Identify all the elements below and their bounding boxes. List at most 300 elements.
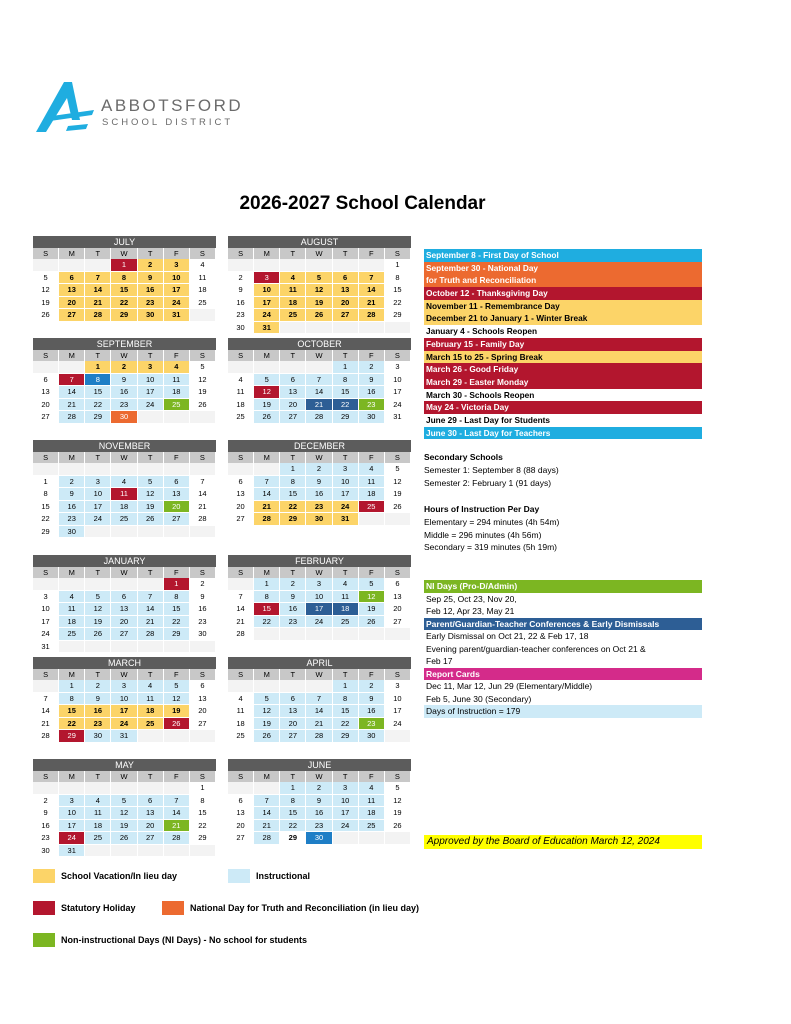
weekday-header: F bbox=[164, 452, 190, 463]
day-cell: 25 bbox=[228, 411, 254, 424]
month-name: AUGUST bbox=[228, 236, 411, 248]
day-cell: 1 bbox=[333, 680, 359, 693]
day-cell: 27 bbox=[164, 513, 190, 526]
empty-cell bbox=[359, 513, 385, 526]
day-cell: 2 bbox=[190, 578, 216, 591]
day-cell: 17 bbox=[333, 488, 359, 501]
weekday-header: W bbox=[111, 567, 137, 578]
conferences-line: Evening parent/guardian-teacher conferences on Oct 21 & bbox=[426, 643, 646, 654]
day-cell: 14 bbox=[33, 705, 59, 718]
month-january bbox=[33, 555, 216, 653]
day-cell: 5 bbox=[359, 578, 385, 591]
weekday-header: S bbox=[385, 248, 411, 259]
weekday-header: M bbox=[59, 248, 85, 259]
day-cell: 9 bbox=[306, 795, 332, 808]
day-cell: 6 bbox=[228, 476, 254, 489]
day-cell: 8 bbox=[190, 795, 216, 808]
day-cell: 24 bbox=[385, 718, 411, 731]
key-date-item: January 4 - Schools Reopen bbox=[424, 325, 702, 338]
weekday-header: S bbox=[190, 567, 216, 578]
day-cell: 16 bbox=[59, 501, 85, 514]
weekday-header: F bbox=[164, 669, 190, 680]
day-cell: 25 bbox=[111, 513, 137, 526]
weekday-header: S bbox=[228, 567, 254, 578]
weekday-header: T bbox=[333, 669, 359, 680]
empty-cell bbox=[280, 628, 306, 641]
day-cell: 8 bbox=[33, 488, 59, 501]
empty-cell bbox=[280, 259, 306, 272]
weekday-header: S bbox=[190, 452, 216, 463]
hours-elementary: Elementary = 294 minutes (4h 54m) bbox=[424, 517, 560, 527]
day-cell: 30 bbox=[306, 513, 332, 526]
day-cell: 18 bbox=[228, 718, 254, 731]
day-cell: 26 bbox=[111, 832, 137, 845]
key-date-item: for Truth and Reconciliation bbox=[424, 274, 702, 287]
day-cell: 24 bbox=[306, 616, 332, 629]
weekday-header: F bbox=[359, 350, 385, 361]
day-cell: 14 bbox=[85, 284, 111, 297]
day-cell: 7 bbox=[254, 476, 280, 489]
key-date-item: March 29 - Easter Monday bbox=[424, 376, 702, 389]
day-cell: 27 bbox=[138, 832, 164, 845]
day-cell: 4 bbox=[359, 463, 385, 476]
empty-cell bbox=[164, 730, 190, 743]
day-cell: 16 bbox=[306, 807, 332, 820]
weekday-header: T bbox=[280, 350, 306, 361]
day-cell: 31 bbox=[33, 641, 59, 654]
day-cell: 14 bbox=[254, 488, 280, 501]
semester-1: Semester 1: September 8 (88 days) bbox=[424, 465, 559, 475]
day-cell: 12 bbox=[164, 693, 190, 706]
day-cell: 9 bbox=[85, 693, 111, 706]
hours-info bbox=[424, 504, 702, 554]
day-cell: 16 bbox=[85, 705, 111, 718]
weekday-header: F bbox=[359, 248, 385, 259]
day-cell: 29 bbox=[280, 832, 306, 845]
weekday-header: T bbox=[85, 567, 111, 578]
empty-cell bbox=[138, 463, 164, 476]
day-cell: 26 bbox=[306, 309, 332, 322]
day-cell: 20 bbox=[228, 820, 254, 833]
day-cell: 24 bbox=[33, 628, 59, 641]
day-cell: 17 bbox=[59, 820, 85, 833]
day-cell: 22 bbox=[33, 513, 59, 526]
day-cell: 13 bbox=[111, 603, 137, 616]
month-name: OCTOBER bbox=[228, 338, 411, 350]
weekday-header: T bbox=[85, 350, 111, 361]
day-cell: 30 bbox=[190, 628, 216, 641]
conferences-line: Feb 17 bbox=[426, 656, 453, 666]
weekday-header: S bbox=[33, 771, 59, 782]
day-cell: 21 bbox=[254, 820, 280, 833]
day-cell: 9 bbox=[33, 807, 59, 820]
day-cell: 12 bbox=[385, 795, 411, 808]
day-cell: 9 bbox=[59, 488, 85, 501]
day-cell: 21 bbox=[228, 616, 254, 629]
weekday-header: F bbox=[359, 771, 385, 782]
day-cell: 17 bbox=[385, 386, 411, 399]
empty-cell bbox=[228, 680, 254, 693]
day-cell: 1 bbox=[111, 259, 137, 272]
day-cell: 6 bbox=[164, 476, 190, 489]
weekday-header: M bbox=[59, 567, 85, 578]
day-cell: 6 bbox=[59, 272, 85, 285]
empty-cell bbox=[228, 463, 254, 476]
empty-cell bbox=[228, 361, 254, 374]
month-grid bbox=[228, 771, 411, 845]
day-cell: 12 bbox=[385, 476, 411, 489]
weekday-header: T bbox=[85, 452, 111, 463]
day-cell: 1 bbox=[190, 782, 216, 795]
weekday-header: F bbox=[164, 567, 190, 578]
weekday-header: T bbox=[138, 567, 164, 578]
day-cell: 23 bbox=[111, 399, 137, 412]
day-cell: 18 bbox=[111, 501, 137, 514]
day-cell: 29 bbox=[190, 832, 216, 845]
weekday-header: S bbox=[33, 248, 59, 259]
day-cell: 2 bbox=[59, 476, 85, 489]
day-cell: 2 bbox=[111, 361, 137, 374]
weekday-header: W bbox=[306, 248, 332, 259]
secondary-heading: Secondary Schools bbox=[424, 452, 503, 462]
day-cell: 26 bbox=[254, 411, 280, 424]
day-cell: 29 bbox=[164, 628, 190, 641]
weekday-header: W bbox=[306, 567, 332, 578]
page-title: 2026-2027 School Calendar bbox=[239, 193, 486, 214]
day-cell: 2 bbox=[306, 463, 332, 476]
weekday-header: W bbox=[111, 771, 137, 782]
day-cell: 15 bbox=[59, 705, 85, 718]
day-cell: 27 bbox=[228, 513, 254, 526]
empty-cell bbox=[280, 680, 306, 693]
day-cell: 22 bbox=[85, 399, 111, 412]
day-cell: 19 bbox=[359, 603, 385, 616]
day-cell: 2 bbox=[33, 795, 59, 808]
weekday-header: S bbox=[385, 350, 411, 361]
empty-cell bbox=[59, 463, 85, 476]
weekday-header: M bbox=[254, 452, 280, 463]
day-cell: 15 bbox=[33, 501, 59, 514]
weekday-header: T bbox=[85, 669, 111, 680]
day-cell: 22 bbox=[280, 820, 306, 833]
day-cell: 29 bbox=[59, 730, 85, 743]
key-date-item: October 12 - Thanksgiving Day bbox=[424, 287, 702, 300]
day-cell: 18 bbox=[164, 386, 190, 399]
day-cell: 15 bbox=[190, 807, 216, 820]
day-cell: 9 bbox=[280, 591, 306, 604]
day-cell: 4 bbox=[190, 259, 216, 272]
day-cell: 29 bbox=[33, 526, 59, 539]
day-cell: 7 bbox=[306, 374, 332, 387]
day-cell: 27 bbox=[280, 730, 306, 743]
day-cell: 17 bbox=[33, 616, 59, 629]
empty-cell bbox=[33, 463, 59, 476]
empty-cell bbox=[33, 578, 59, 591]
day-cell: 18 bbox=[359, 807, 385, 820]
day-cell: 1 bbox=[164, 578, 190, 591]
day-cell: 5 bbox=[306, 272, 332, 285]
day-cell: 22 bbox=[333, 718, 359, 731]
day-cell: 18 bbox=[228, 399, 254, 412]
month-name: JULY bbox=[33, 236, 216, 248]
legend-swatch bbox=[162, 901, 184, 915]
day-cell: 15 bbox=[164, 603, 190, 616]
day-cell: 3 bbox=[85, 476, 111, 489]
day-cell: 26 bbox=[254, 730, 280, 743]
month-name: JUNE bbox=[228, 759, 411, 771]
empty-cell bbox=[385, 628, 411, 641]
month-name: APRIL bbox=[228, 657, 411, 669]
legend-statutory bbox=[33, 901, 136, 915]
day-cell: 3 bbox=[33, 591, 59, 604]
day-cell: 27 bbox=[385, 616, 411, 629]
day-cell: 29 bbox=[280, 513, 306, 526]
day-cell: 9 bbox=[306, 476, 332, 489]
empty-cell bbox=[111, 782, 137, 795]
day-cell: 14 bbox=[190, 488, 216, 501]
day-cell: 8 bbox=[280, 476, 306, 489]
day-cell: 5 bbox=[111, 795, 137, 808]
day-cell: 19 bbox=[33, 297, 59, 310]
key-date-item: September 8 - First Day of School bbox=[424, 249, 702, 262]
day-cell: 25 bbox=[333, 616, 359, 629]
legend-label: Non-instructional Days (NI Days) - No school for students bbox=[61, 935, 308, 945]
empty-cell bbox=[333, 322, 359, 335]
day-cell: 20 bbox=[33, 399, 59, 412]
empty-cell bbox=[138, 845, 164, 858]
month-grid bbox=[228, 567, 411, 641]
day-cell: 28 bbox=[228, 628, 254, 641]
day-cell: 30 bbox=[306, 832, 332, 845]
day-cell: 17 bbox=[333, 807, 359, 820]
key-date-item: May 24 - Victoria Day bbox=[424, 401, 702, 414]
day-cell: 24 bbox=[164, 297, 190, 310]
key-date-item: March 26 - Good Friday bbox=[424, 363, 702, 376]
day-cell: 15 bbox=[111, 284, 137, 297]
day-cell: 28 bbox=[306, 411, 332, 424]
legend-instructional bbox=[228, 869, 310, 883]
day-cell: 5 bbox=[385, 782, 411, 795]
day-cell: 10 bbox=[111, 693, 137, 706]
weekday-header: S bbox=[190, 669, 216, 680]
day-cell: 21 bbox=[306, 399, 332, 412]
day-cell: 15 bbox=[280, 807, 306, 820]
weekday-header: T bbox=[333, 452, 359, 463]
day-cell: 31 bbox=[59, 845, 85, 858]
key-date-item: June 30 - Last Day for Teachers bbox=[424, 427, 702, 440]
day-cell: 23 bbox=[228, 309, 254, 322]
weekday-header: S bbox=[228, 452, 254, 463]
day-cell: 29 bbox=[85, 411, 111, 424]
day-cell: 16 bbox=[280, 603, 306, 616]
day-cell: 8 bbox=[333, 374, 359, 387]
day-cell: 13 bbox=[385, 591, 411, 604]
day-cell: 20 bbox=[280, 718, 306, 731]
day-cell: 20 bbox=[164, 501, 190, 514]
day-cell: 29 bbox=[111, 309, 137, 322]
day-cell: 24 bbox=[254, 309, 280, 322]
day-cell: 17 bbox=[254, 297, 280, 310]
day-cell: 15 bbox=[280, 488, 306, 501]
day-cell: 28 bbox=[254, 832, 280, 845]
day-cell: 20 bbox=[190, 705, 216, 718]
month-grid bbox=[33, 771, 216, 857]
key-date-item: February 15 - Family Day bbox=[424, 338, 702, 351]
day-cell: 8 bbox=[333, 693, 359, 706]
empty-cell bbox=[33, 259, 59, 272]
day-cell: 3 bbox=[333, 463, 359, 476]
empty-cell bbox=[306, 361, 332, 374]
day-cell: 12 bbox=[306, 284, 332, 297]
month-august bbox=[228, 236, 411, 334]
conferences-line: Early Dismissal on Oct 21, 22 & Feb 17, 18 bbox=[426, 631, 589, 641]
day-cell: 16 bbox=[111, 386, 137, 399]
day-cell: 28 bbox=[59, 411, 85, 424]
empty-cell bbox=[164, 845, 190, 858]
weekday-header: F bbox=[164, 248, 190, 259]
month-december bbox=[228, 440, 411, 526]
weekday-header: W bbox=[111, 248, 137, 259]
weekday-header: F bbox=[359, 669, 385, 680]
day-cell: 26 bbox=[138, 513, 164, 526]
day-cell: 28 bbox=[164, 832, 190, 845]
empty-cell bbox=[254, 680, 280, 693]
hours-middle: Middle = 296 minutes (4h 56m) bbox=[424, 529, 542, 540]
empty-cell bbox=[280, 361, 306, 374]
day-cell: 7 bbox=[138, 591, 164, 604]
weekday-header: M bbox=[254, 350, 280, 361]
empty-cell bbox=[333, 628, 359, 641]
weekday-header: S bbox=[33, 452, 59, 463]
empty-cell bbox=[190, 309, 216, 322]
weekday-header: S bbox=[190, 350, 216, 361]
day-cell: 15 bbox=[333, 386, 359, 399]
key-date-item: March 15 to 25 - Spring Break bbox=[424, 351, 702, 364]
weekday-header: S bbox=[385, 771, 411, 782]
day-cell: 28 bbox=[190, 513, 216, 526]
day-cell: 13 bbox=[228, 807, 254, 820]
day-cell: 24 bbox=[333, 820, 359, 833]
month-name: DECEMBER bbox=[228, 440, 411, 452]
day-cell: 5 bbox=[254, 693, 280, 706]
day-cell: 20 bbox=[280, 399, 306, 412]
month-october bbox=[228, 338, 411, 424]
day-cell: 30 bbox=[359, 411, 385, 424]
day-cell: 14 bbox=[138, 603, 164, 616]
day-cell: 11 bbox=[228, 705, 254, 718]
day-cell: 2 bbox=[359, 680, 385, 693]
legend-ni-days bbox=[33, 933, 307, 947]
day-cell: 5 bbox=[385, 463, 411, 476]
day-cell: 23 bbox=[85, 718, 111, 731]
month-grid bbox=[228, 248, 411, 334]
report-cards-heading: Report Cards bbox=[424, 668, 702, 681]
day-cell: 4 bbox=[164, 361, 190, 374]
day-cell: 28 bbox=[85, 309, 111, 322]
month-name: MAY bbox=[33, 759, 216, 771]
empty-cell bbox=[306, 322, 332, 335]
day-cell: 7 bbox=[164, 795, 190, 808]
day-cell: 1 bbox=[385, 259, 411, 272]
day-cell: 21 bbox=[85, 297, 111, 310]
day-cell: 5 bbox=[254, 374, 280, 387]
day-cell: 25 bbox=[138, 718, 164, 731]
day-cell: 14 bbox=[306, 386, 332, 399]
day-cell: 23 bbox=[306, 820, 332, 833]
weekday-header: T bbox=[85, 771, 111, 782]
empty-cell bbox=[59, 782, 85, 795]
day-cell: 19 bbox=[190, 386, 216, 399]
day-cell: 25 bbox=[85, 832, 111, 845]
month-name: MARCH bbox=[33, 657, 216, 669]
day-cell: 13 bbox=[228, 488, 254, 501]
day-cell: 7 bbox=[306, 693, 332, 706]
day-cell: 21 bbox=[59, 399, 85, 412]
day-cell: 16 bbox=[190, 603, 216, 616]
empty-cell bbox=[33, 680, 59, 693]
day-cell: 6 bbox=[280, 374, 306, 387]
day-cell: 30 bbox=[138, 309, 164, 322]
day-cell: 8 bbox=[164, 591, 190, 604]
day-cell: 10 bbox=[59, 807, 85, 820]
empty-cell bbox=[59, 578, 85, 591]
legend-label: School Vacation/In lieu day bbox=[61, 871, 178, 881]
day-cell: 13 bbox=[280, 386, 306, 399]
day-cell: 28 bbox=[33, 730, 59, 743]
month-grid bbox=[33, 248, 216, 322]
day-cell: 23 bbox=[306, 501, 332, 514]
weekday-header: S bbox=[228, 350, 254, 361]
day-cell: 15 bbox=[385, 284, 411, 297]
day-cell: 6 bbox=[228, 795, 254, 808]
weekday-header: M bbox=[59, 350, 85, 361]
day-cell: 20 bbox=[385, 603, 411, 616]
day-cell: 2 bbox=[228, 272, 254, 285]
day-cell: 4 bbox=[85, 795, 111, 808]
weekday-header: S bbox=[385, 452, 411, 463]
day-cell: 17 bbox=[111, 705, 137, 718]
weekday-header: M bbox=[59, 452, 85, 463]
day-cell: 25 bbox=[280, 309, 306, 322]
day-cell: 19 bbox=[254, 399, 280, 412]
day-cell: 27 bbox=[228, 832, 254, 845]
day-cell: 31 bbox=[254, 322, 280, 335]
empty-cell bbox=[85, 259, 111, 272]
day-cell: 24 bbox=[111, 718, 137, 731]
weekday-header: T bbox=[85, 248, 111, 259]
day-cell: 7 bbox=[59, 374, 85, 387]
weekday-header: S bbox=[190, 248, 216, 259]
day-cell: 27 bbox=[111, 628, 137, 641]
day-cell: 4 bbox=[228, 374, 254, 387]
day-cell: 17 bbox=[85, 501, 111, 514]
month-june bbox=[228, 759, 411, 845]
empty-cell bbox=[190, 730, 216, 743]
day-cell: 12 bbox=[138, 488, 164, 501]
day-cell: 13 bbox=[33, 386, 59, 399]
day-cell: 3 bbox=[254, 272, 280, 285]
day-cell: 6 bbox=[280, 693, 306, 706]
day-cell: 4 bbox=[333, 578, 359, 591]
day-cell: 25 bbox=[190, 297, 216, 310]
weekday-header: T bbox=[138, 669, 164, 680]
day-cell: 30 bbox=[228, 322, 254, 335]
empty-cell bbox=[85, 845, 111, 858]
weekday-header: T bbox=[280, 669, 306, 680]
day-cell: 17 bbox=[138, 386, 164, 399]
weekday-header: S bbox=[190, 771, 216, 782]
report-cards-line: Dec 11, Mar 12, Jun 29 (Elementary/Middle) bbox=[426, 681, 593, 691]
